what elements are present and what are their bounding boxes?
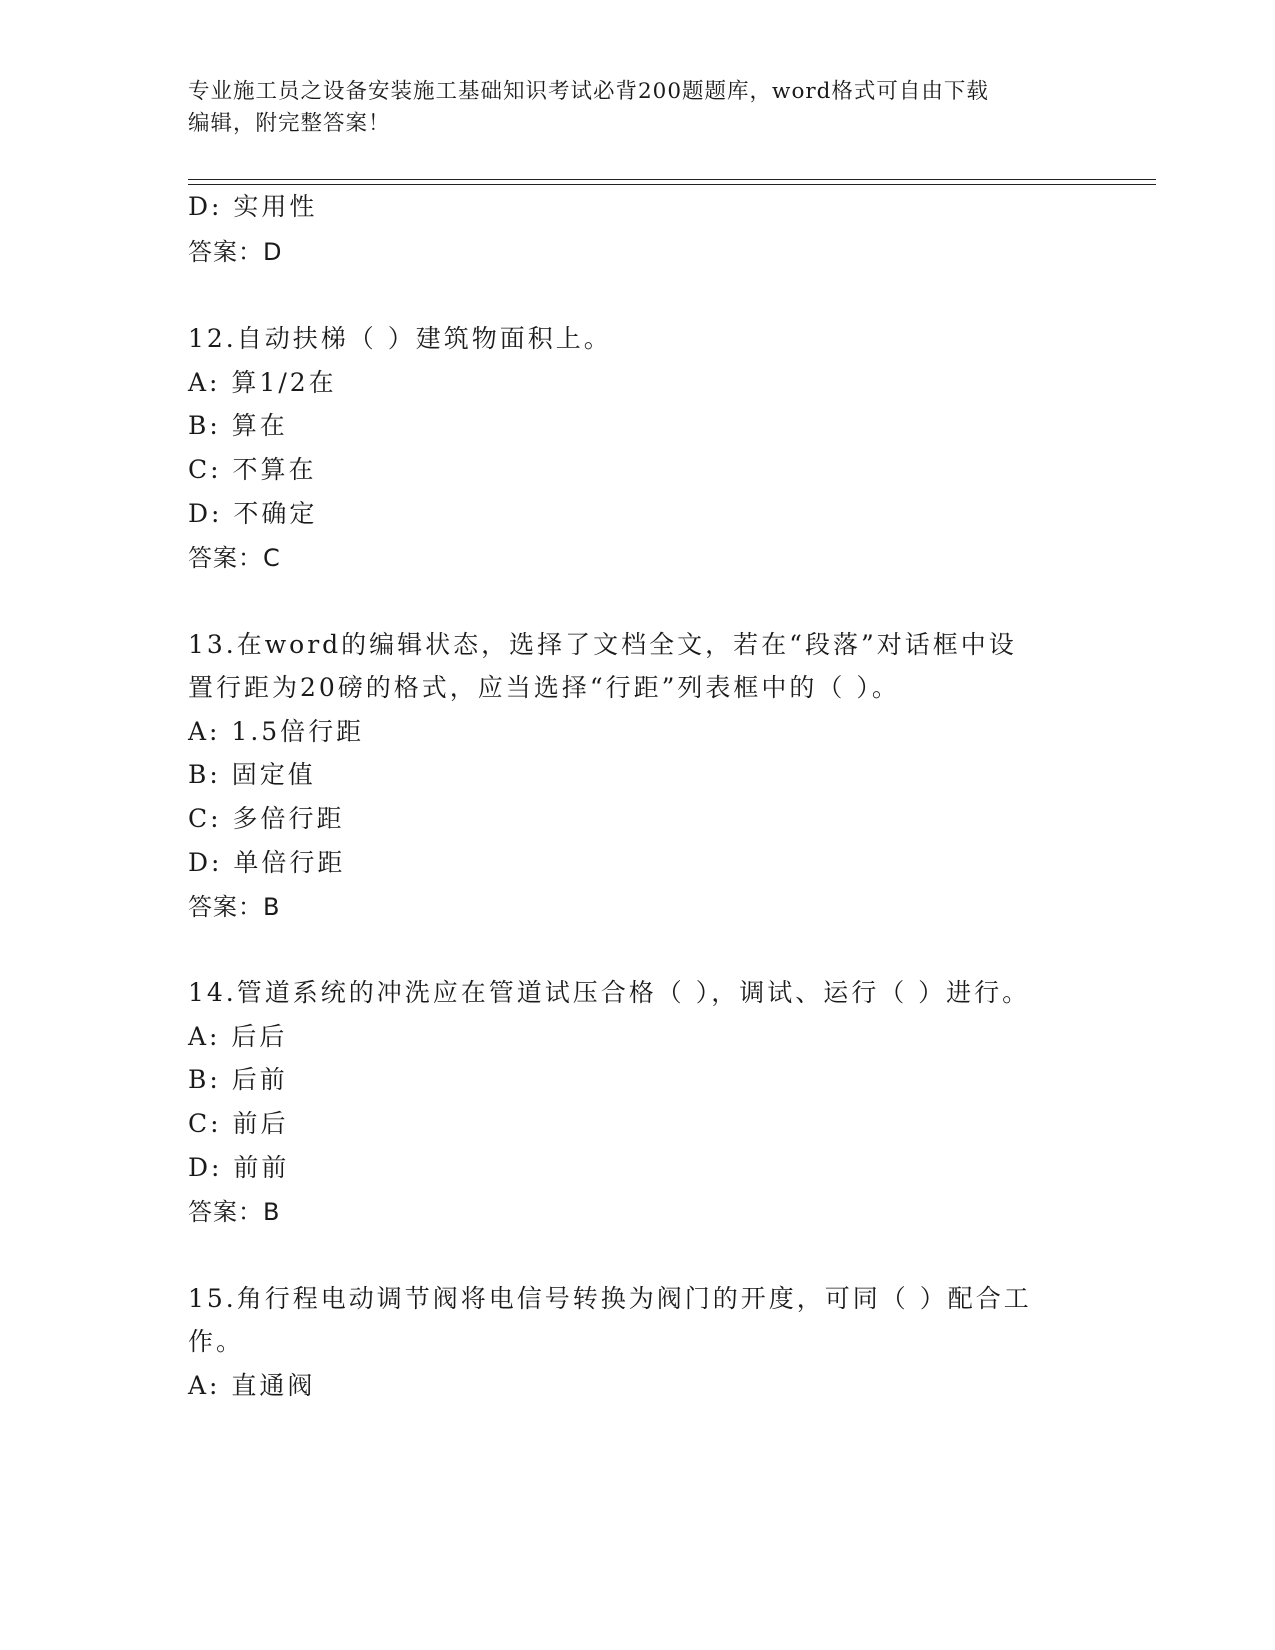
q13-option-c: C: 多倍行距 bbox=[188, 804, 345, 833]
q13-answer: 答案：B bbox=[188, 893, 281, 921]
document-header bbox=[188, 76, 1088, 140]
q14-stem: 14.管道系统的冲洗应在管道试压合格（ ），调试、运行（ ）进行。 bbox=[188, 978, 1031, 1007]
q13-option-b: B: 固定值 bbox=[188, 760, 316, 789]
q14-answer: 答案：B bbox=[188, 1198, 281, 1226]
q15-stem-line-1: 15.角行程电动调节阀将电信号转换为阀门的开度，可同（ ）配合工 bbox=[188, 1284, 1032, 1313]
header-divider-bottom bbox=[188, 184, 1156, 185]
q14-option-d: D: 前前 bbox=[188, 1153, 290, 1182]
q12-stem: 12.自动扶梯（ ）建筑物面积上。 bbox=[188, 324, 612, 353]
q12-answer: 答案：C bbox=[188, 544, 281, 572]
header-divider-top bbox=[188, 179, 1156, 180]
q15-option-a: A: 直通阀 bbox=[188, 1371, 316, 1400]
q14-option-b: B: 后前 bbox=[188, 1065, 288, 1094]
q13-stem-line-1: 13.在word的编辑状态，选择了文档全文，若在“段落”对话框中设 bbox=[188, 630, 1017, 659]
q13-option-a: A: 1.5倍行距 bbox=[188, 717, 365, 746]
q12-option-b: B: 算在 bbox=[188, 411, 288, 440]
q13-stem-line-2: 置行距为20磅的格式，应当选择“行距”列表框中的（ ）。 bbox=[188, 673, 900, 702]
q14-option-a: A: 后后 bbox=[188, 1022, 288, 1051]
q11-option-d: D: 实用性 bbox=[188, 192, 318, 221]
header-title-line-2: 编辑，附完整答案！ bbox=[188, 111, 391, 136]
q12-option-a: A: 算1/2在 bbox=[188, 368, 337, 397]
header-title-line-1: 专业施工员之设备安装施工基础知识考试必背200题题库，word格式可自由下载 bbox=[188, 79, 989, 104]
q11-answer: 答案：D bbox=[188, 238, 283, 266]
q13-option-d: D: 单倍行距 bbox=[188, 848, 346, 877]
q12-option-d: D: 不确定 bbox=[188, 499, 318, 528]
q14-option-c: C: 前后 bbox=[188, 1109, 289, 1138]
q12-option-c: C: 不算在 bbox=[188, 455, 317, 484]
q15-stem-line-2: 作。 bbox=[188, 1327, 245, 1356]
